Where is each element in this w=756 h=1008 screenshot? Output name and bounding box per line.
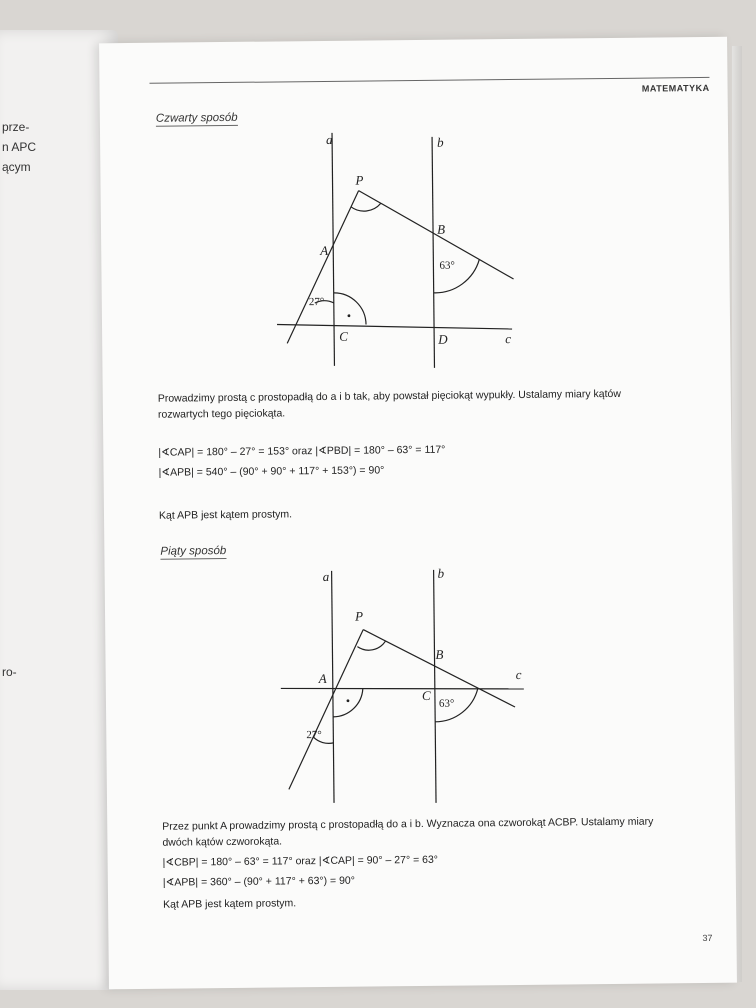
label-P: P — [354, 608, 364, 624]
section5-conclusion: Kąt APB jest kątem prostym. — [163, 897, 297, 911]
angle-arc-P — [357, 641, 385, 650]
section5-formula-1: |∢CBP| = 180° – 63° = 117° oraz |∢CAP| = 90° – 27° = 63° — [162, 853, 439, 869]
label-b: b — [437, 565, 445, 581]
section-title-5: Piąty sposób — [160, 545, 227, 558]
label-D: D — [438, 331, 448, 347]
section4-formula-1: |∢CAP| = 180° – 27° = 153° oraz |∢PBD| = 180° – 63° = 117° — [158, 443, 446, 459]
angle-arc-A — [333, 689, 363, 717]
label-c: c — [505, 331, 512, 347]
label-C: C — [421, 687, 431, 703]
label-b: b — [437, 134, 444, 150]
label-A: A — [320, 242, 329, 259]
section5-paragraph: Przez punkt A prowadzimy prostą c prostopadłą do a i b. Wyznacza ona czworokąt ACBP. Ustalamy miary dwóch kątów czworokąta. — [162, 815, 654, 849]
page-number: 37 — [702, 932, 713, 944]
segment-PB — [363, 628, 515, 709]
header-title: MATEMATYKA — [641, 82, 710, 94]
label-angle-27: 27° — [308, 295, 325, 309]
label-A: A — [318, 670, 327, 687]
label-angle-27: 27° — [306, 729, 322, 742]
line-b — [434, 570, 436, 803]
label-a: a — [322, 568, 330, 585]
label-c: c — [515, 666, 522, 682]
label-a: a — [326, 131, 333, 147]
left-fragment: n APC — [2, 140, 37, 154]
label-C: C — [339, 328, 348, 344]
right-angle-dot — [347, 699, 350, 702]
line-a — [332, 571, 334, 803]
section4-conclusion: Kąt APB jest kątem prostym. — [158, 508, 293, 522]
label-B: B — [436, 221, 446, 237]
label-angle-63: 63° — [438, 697, 455, 710]
left-fragment: ącym — [2, 160, 31, 174]
section5-formula-2: |∢APB| = 360° – (90° + 117° + 63°) = 90° — [162, 874, 356, 889]
right-page — [99, 37, 737, 990]
section4-paragraph: Prowadzimy prostą c prostopadłą do a i b tak, aby powstał pięciokąt wypukły. Ustalamy miary kątów rozwartych tego pięciokąta. — [157, 387, 621, 421]
section4-formula-2: |∢APB| = 540° – (90° + 90° + 117° + 153°) = 90° — [158, 464, 385, 479]
line-c — [281, 686, 524, 692]
left-fragment: prze- — [2, 120, 30, 134]
label-B: B — [435, 646, 444, 662]
label-angle-63: 63° — [439, 259, 455, 272]
section-title-4: Czwarty sposób — [155, 111, 238, 125]
label-P: P — [355, 172, 364, 188]
left-fragment: ro- — [2, 665, 17, 679]
